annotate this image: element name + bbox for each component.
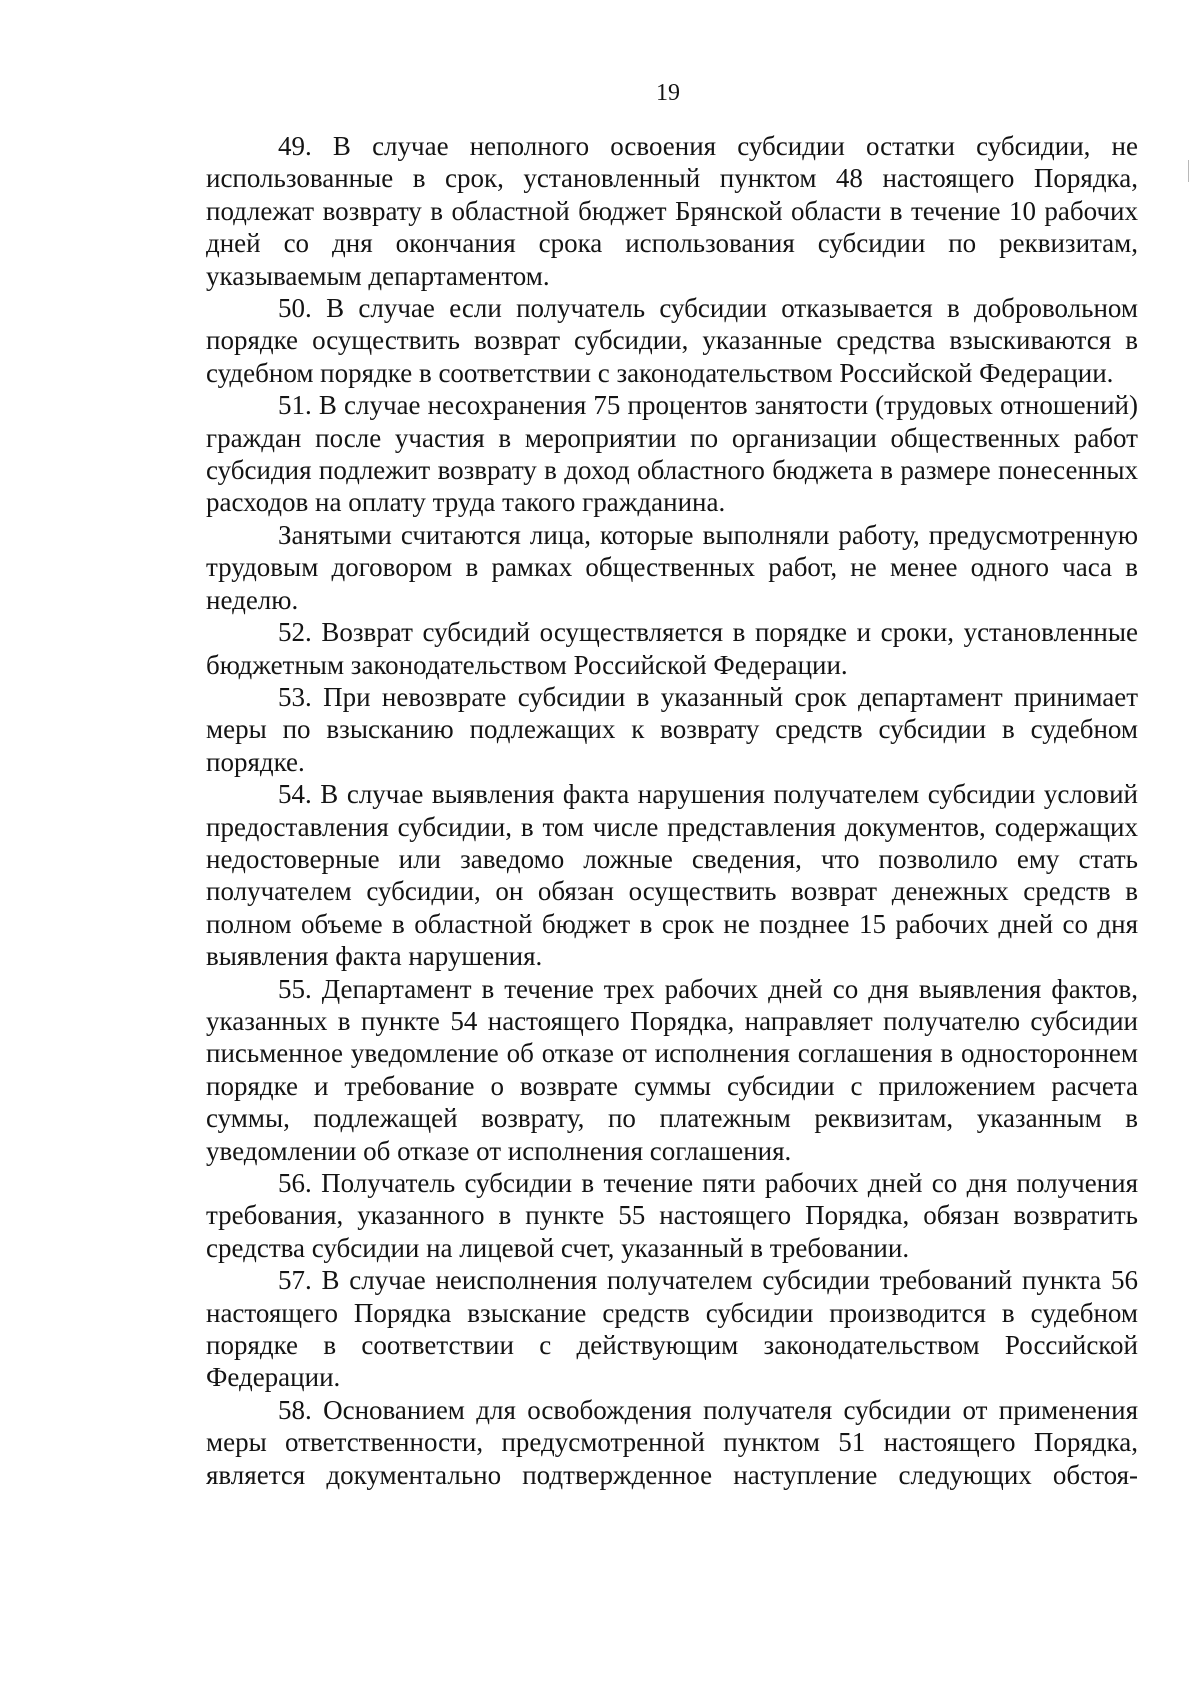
paragraph-56: 56. Получатель субсидии в течение пяти рабочих дней со дня получения требования, указанного в пункте 55 настоящего Порядка, обязан возвратить средства субсидии на лицевой счет, указанный в требовании. xyxy=(206,1168,1138,1263)
paragraph-49: 49. В случае неполного освоения субсидии остатки субсидии, не использованные в срок, установленный пунктом 48 настоящего Порядка, подлежат возврату в областной бюджет Брянской области в течение 10 рабочих дней со дня окончания срока использования субсидии по реквизитам, указываемым департаментом. xyxy=(206,131,1138,291)
page-number: 19 xyxy=(656,80,680,106)
paragraph-50: 50. В случае если получатель субсидии отказывается в добровольном порядке осуществить возврат субсидии, указанные средства взыскиваются в судебном порядке в соответствии с законодательством Российской Федерации. xyxy=(206,293,1138,388)
paragraph-58: 58. Основанием для освобождения получателя субсидии от применения меры ответственности, предусмотренной пунктом 51 настоящего Порядка, является документально подтвержденное наступление следующих обстоя- xyxy=(206,1394,1138,1490)
paragraph-54: 54. В случае выявления факта нарушения получателем субсидии условий предоставления субсидии, в том числе представления документов, содержащих недостоверные или заведомо ложные сведения, что позволило ему стать получателем субсидии, он обязан осуществить возврат денежных средств в полном объеме в областной бюджет в срок не позднее 15 рабочих дней со дня выявления факта нарушения. xyxy=(206,779,1138,972)
paragraph-55: 55. Департамент в течение трех рабочих дней со дня выявления фактов, указанных в пункте 54 настоящего Порядка, направляет получателю субсидии письменное уведомление об отказе от исполнения соглашения в одностороннем порядке и требование о возврате суммы субсидии с приложением расчета суммы, подлежащей возврату, по платежным реквизитам, указанным в уведомлении об отказе от исполнения соглашения. xyxy=(206,973,1138,1166)
scan-artifact xyxy=(1188,160,1189,182)
document-body xyxy=(206,130,1138,1491)
paragraph-57: 57. В случае неисполнения получателем субсидии требований пункта 56 настоящего Порядка взыскание средств субсидии производится в судебном порядке в соответствии с действующим законодательством Российской Федерации. xyxy=(206,1265,1138,1393)
paragraph-52: 52. Возврат субсидий осуществляется в порядке и сроки, установленные бюджетным законодательством Российской Федерации. xyxy=(206,617,1138,680)
paragraph-51: 51. В случае несохранения 75 процентов занятости (трудовых отношений) граждан после участия в мероприятии по организации общественных работ субсидия подлежит возврату в доход областного бюджета в размере понесенных расходов на оплату труда такого гражданина. xyxy=(206,390,1138,518)
paragraph-employed-definition: Занятыми считаются лица, которые выполняли работу, предусмотренную трудовым договором в рамках общественных работ, не менее одного часа в неделю. xyxy=(206,519,1138,615)
paragraph-53: 53. При невозврате субсидии в указанный срок департамент принимает меры по взысканию подлежащих к возврату средств субсидии в судебном порядке. xyxy=(206,681,1138,777)
